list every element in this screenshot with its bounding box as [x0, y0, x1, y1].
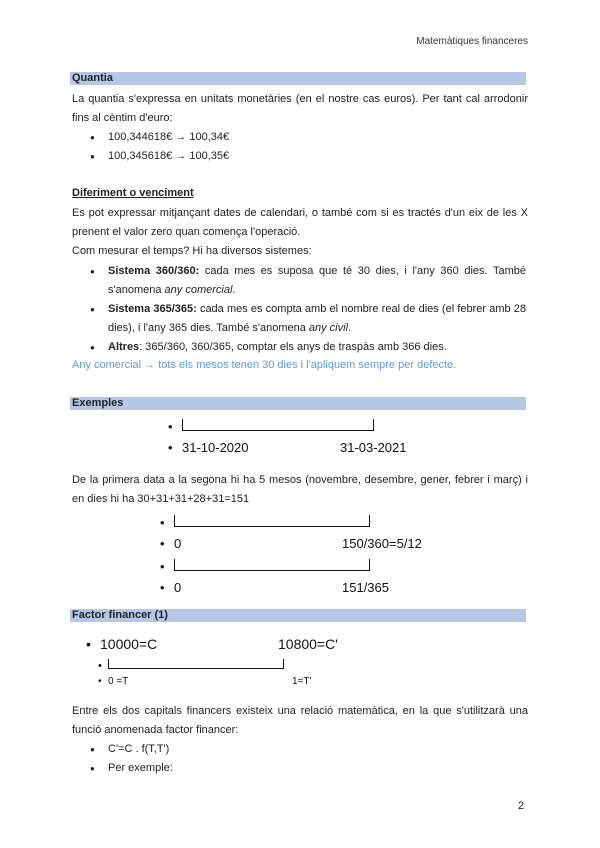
system-other-text: : 365/360, 360/365, comptar els anys de traspàs amb 366 dies. [139, 341, 447, 353]
capital-c2-label: 10800=C' [278, 636, 338, 652]
page-number: 2 [518, 800, 525, 812]
system-360-end: . [232, 284, 236, 296]
date-start: 31-10-2020 [182, 440, 249, 455]
factor-bullet-list [90, 740, 526, 778]
list-item [90, 338, 526, 357]
list-item: ● 100,344618€ → 100,34€ [90, 128, 526, 147]
system-365-label: Sistema 365/365: [108, 303, 197, 315]
date-timeline [168, 418, 428, 462]
capital-timeline-axis [109, 658, 283, 669]
list-item: ● C'=C . f(T,T') [90, 740, 526, 759]
system-360-text: cada mes es suposa que té 30 dies, i l'any 360 dies. També s'anomena [108, 265, 526, 296]
time-systems-list [90, 262, 526, 357]
quantia-bullet-list [90, 128, 526, 166]
timeline-axis [183, 418, 373, 431]
factor-paragraph: Entre els dos capitals financers existeix una relació matemàtica, en la que s'utilitzarà una funció anomenada factor financer: [72, 705, 528, 736]
system-365-end: . [348, 322, 352, 334]
quantia-paragraph: La quantia s'expressa en unitats monetàries (en el nostre cas euros). Per tant cal arrodonir fins al cèntim d'euro: [72, 93, 528, 124]
system-365-term: any civil [308, 322, 349, 334]
list-item [90, 262, 526, 300]
diferiment-question: Com mesurar el temps? Hi ha diversos sistemes: [72, 245, 312, 257]
fraction-timelines: • • 0 150/360=5/12 • • 0 151/365 [160, 515, 422, 595]
timeline-2-start: 0 [174, 580, 182, 595]
section-heading-quantia: Quantia [70, 72, 526, 85]
list-item: ● Per exemple: [90, 759, 526, 778]
diferiment-paragraph: Es pot expressar mitjançant dates de calendari, o també com si es tractés d'un eix de les X prenent el valor zero quan comença l'operació. [72, 207, 528, 238]
any-comercial-note: Any comercial → tots els mesos tenen 30 dies i l'apliquem sempre per defecte. [72, 359, 457, 371]
section-heading-exemples: Exemples [70, 397, 526, 410]
exemples-paragraph: De la primera data a la segona hi ha 5 mesos (novembre, desembre, gener, febrer i març) i en dies hi ha 30+31+31+28+31=151 [72, 474, 528, 505]
system-other-label: Altres [108, 341, 140, 353]
system-360-label: Sistema 360/360: [108, 265, 200, 277]
system-365-text: cada mes es compta amb el nombre real de dies (el febrer amb 28 dies), i l'any 365 dies. També s'anomena [108, 303, 527, 334]
page-header-title: Matemàtiques financeres [416, 36, 528, 47]
date-end: 31-03-2021 [340, 440, 407, 455]
list-item: ● 100,345618€ → 100,35€ [90, 147, 526, 166]
bullet-dot: • [168, 440, 173, 455]
time-t-label: 0 =T [108, 676, 129, 687]
timeline-2-end: 151/365 [342, 580, 389, 595]
bullet-dot: • [168, 419, 173, 434]
list-item [90, 300, 526, 338]
timeline-1-end: 150/360=5/12 [342, 536, 422, 551]
timeline-1-start: 0 [174, 536, 182, 551]
system-360-term: any comercial [164, 284, 233, 296]
timeline-axis-2 [175, 558, 369, 571]
capital-c-label: 10000=C [100, 636, 158, 652]
section-heading-factor-financer: Factor financer (1) [70, 609, 526, 622]
timeline-axis-1 [175, 514, 369, 527]
section-heading-diferiment: Diferiment o venciment [72, 187, 194, 199]
capital-timeline: • 10000=C 10800=C' • • 0 =T 1=T' [86, 636, 338, 687]
time-t2-label: 1=T' [292, 676, 312, 687]
